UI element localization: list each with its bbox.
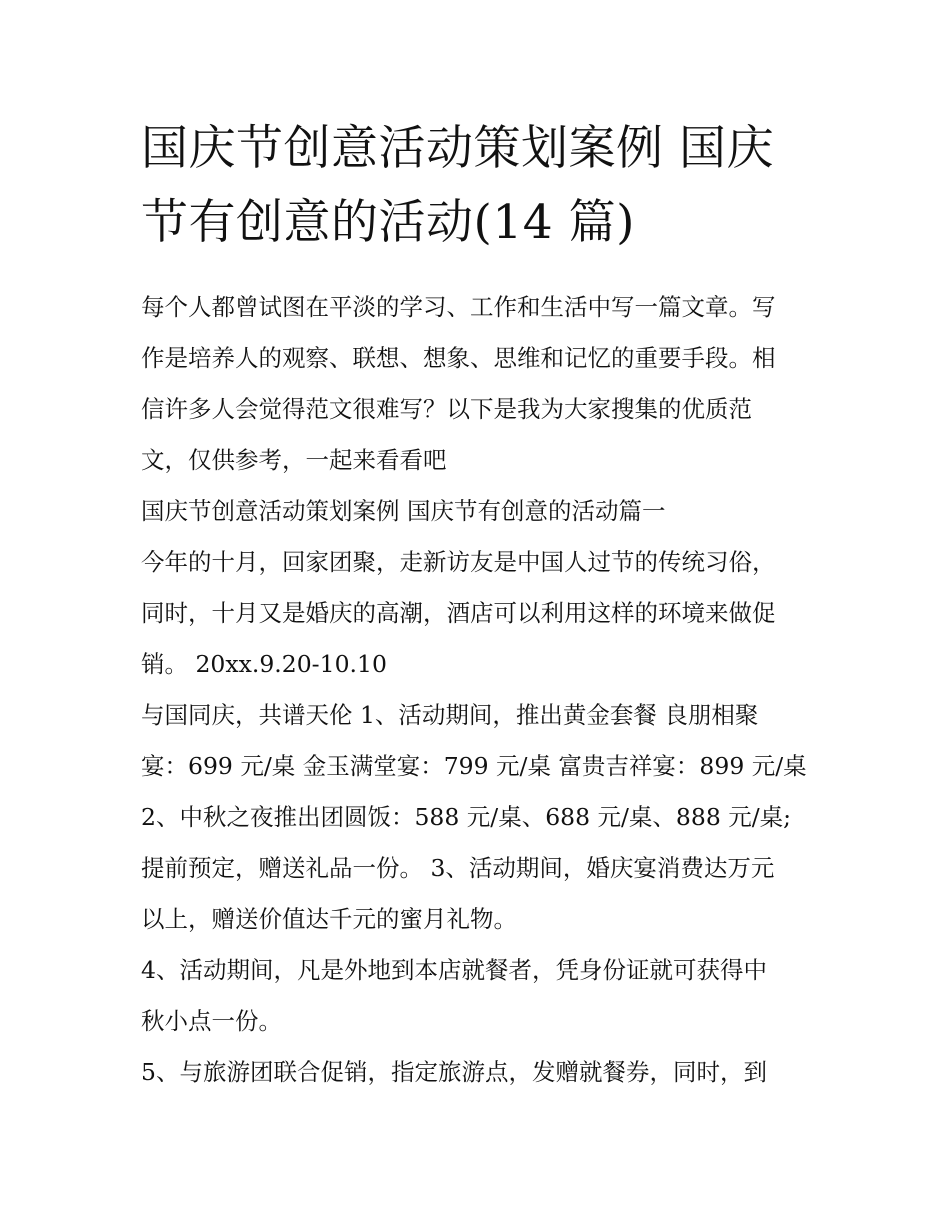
text-line: 与国同庆，共谱天伦 1、活动期间，推出黄金套餐 良朋相聚 <box>141 701 759 729</box>
section-heading <box>141 486 821 537</box>
body-paragraph <box>141 945 821 1047</box>
text-line: 每个人都曾试图在平淡的学习、工作和生活中写一篇文章。写 <box>141 293 776 321</box>
text-line: 提前预定，赠送礼品一份。 3、活动期间，婚庆宴消费达万元 <box>141 854 775 882</box>
text-line: 4、活动期间，凡是外地到本店就餐者，凭身份证就可获得中 <box>141 956 767 984</box>
text-line: 以上，赠送价值达千元的蜜月礼物。 <box>141 905 517 933</box>
body-paragraph <box>141 537 821 690</box>
body-paragraph <box>141 690 821 945</box>
text-line: 今年的十月，回家团聚，走新访友是中国人过节的传统习俗， <box>141 548 776 576</box>
intro-paragraph <box>141 282 821 486</box>
text-line: 销。 20xx.9.20-10.10 <box>141 650 387 678</box>
document-title <box>141 112 821 260</box>
text-line: 作是培养人的观察、联想、想象、思维和记忆的重要手段。相 <box>141 344 776 372</box>
title-line: 节有创意的活动(14 篇) <box>141 195 635 250</box>
text-line: 文，仅供参考，一起来看看吧 <box>141 446 447 474</box>
text-line: 信许多人会觉得范文很难写？以下是我为大家搜集的优质范 <box>141 395 752 423</box>
title-line: 国庆节创意活动策划案例 国庆 <box>141 121 774 176</box>
text-line: 同时，十月又是婚庆的高潮，酒店可以利用这样的环境来做促 <box>141 599 776 627</box>
body-paragraph <box>141 1047 821 1098</box>
title-spacer <box>141 260 821 282</box>
text-line: 宴：699 元/桌 金玉满堂宴：799 元/桌 富贵吉祥宴：899 元/桌 <box>141 752 807 780</box>
document-page <box>141 112 821 1098</box>
text-line: 2、中秋之夜推出团圆饭：588 元/桌、688 元/桌、888 元/桌; <box>141 803 792 831</box>
text-line: 国庆节创意活动策划案例 国庆节有创意的活动篇一 <box>141 497 666 525</box>
text-line: 5、与旅游团联合促销，指定旅游点，发赠就餐券，同时，到 <box>141 1058 767 1086</box>
text-line: 秋小点一份。 <box>141 1007 282 1035</box>
